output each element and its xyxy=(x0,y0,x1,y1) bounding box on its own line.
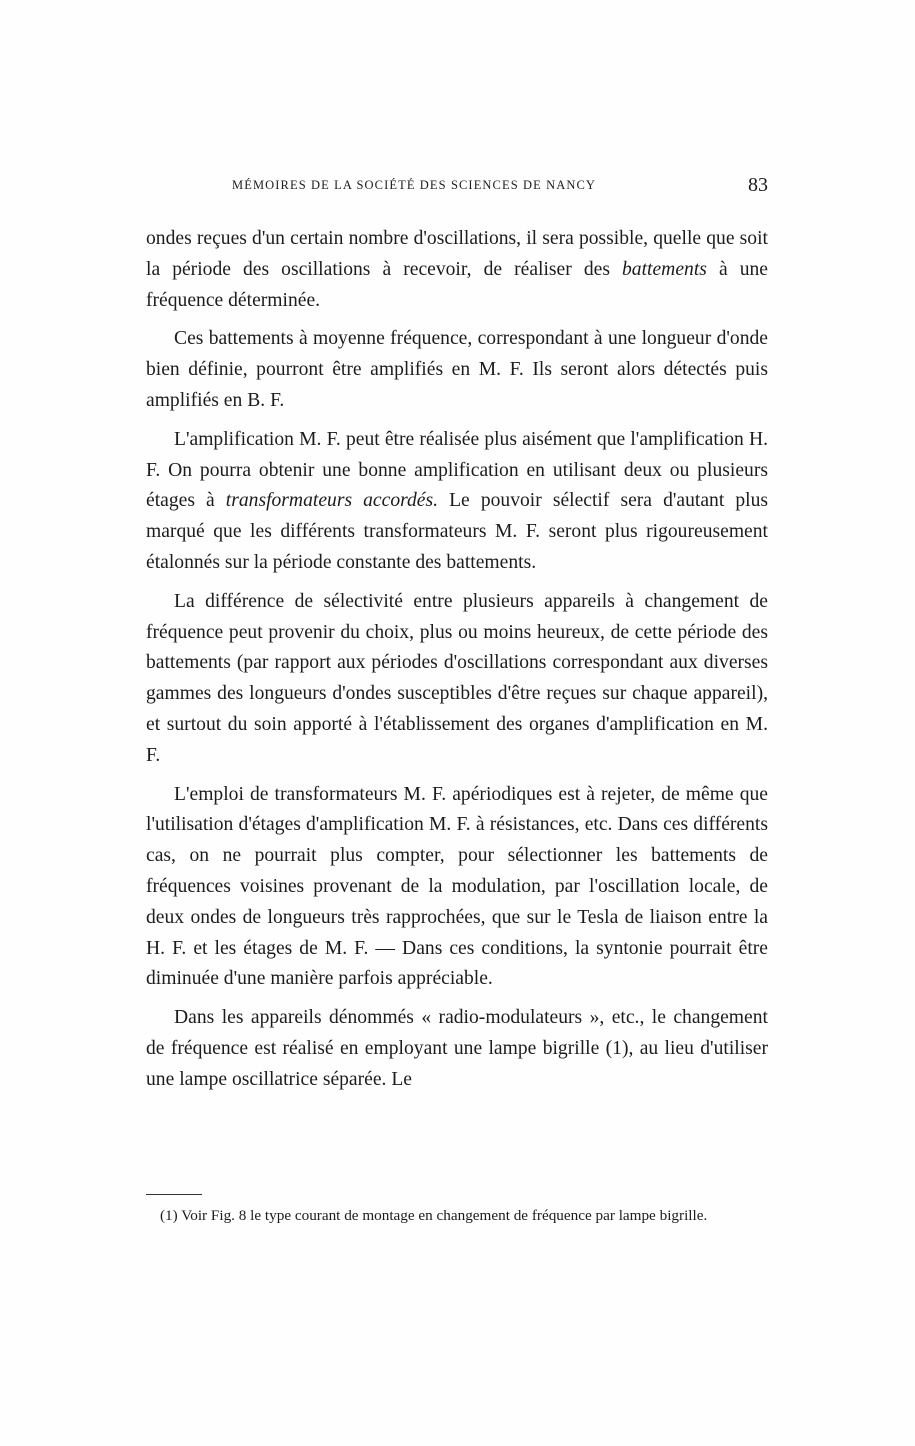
page-number: 83 xyxy=(748,174,768,196)
paragraph-5: L'emploi de transformateurs M. F. apériodiques est à rejeter, de même que l'utilisation d'étages d'amplification M. F. à résistances, etc. Dans ces différents cas, on ne pourrait plus compter, pour sélectionner les battements de fréquences voisines provenant de la modulation, par l'oscillation locale, de deux ondes de longueurs très rapprochées, que sur le Tesla de liaison entre la H. F. et les étages de M. F. — Dans ces conditions, la syntonie pourrait être diminuée d'une manière parfois appréciable. xyxy=(146,783,768,990)
paragraph-3-italic: transformateurs accordés. xyxy=(225,490,439,512)
body-text xyxy=(146,224,768,1104)
paragraph-6: Dans les appareils dénommés « radio-modulateurs », etc., le changement de fréquence est réalisé en employant une lampe bigrille (1), au lieu d'utiliser une lampe oscillatrice séparée. Le xyxy=(146,1007,768,1090)
paragraph-3 xyxy=(146,425,768,579)
footnote: (1) Voir Fig. 8 le type courant de montage en changement de fréquence par lampe bigrille. xyxy=(160,1207,708,1224)
paragraph-2: Ces battements à moyenne fréquence, correspondant à une longueur d'onde bien définie, pourront être amplifiés en M. F. Ils seront alors détectés puis amplifiés en B. F. xyxy=(146,328,768,411)
paragraph-1-italic: battements xyxy=(622,258,707,280)
paragraph-1-text-a: ondes reçues d'un certain nombre d'oscillations, il sera possible, quelle que soit la période des oscillations à recevoir, de réaliser des xyxy=(146,228,768,280)
running-head-title: MÉMOIRES DE LA SOCIÉTÉ DES SCIENCES DE NANCY xyxy=(232,178,597,192)
footnote-rule xyxy=(146,1194,202,1195)
paragraph-3-text-a: L'amplification M. F. peut être réalisée plus aisément que l'amplification H. F. On pourra obtenir une bonne amplification en utilisant deux ou plusieurs étages à xyxy=(146,428,768,512)
paragraph-1-text-b: à une fréquence déterminée. xyxy=(146,258,768,311)
paragraph-3-text-b: Le pouvoir sélectif sera d'autant plus marqué que les différents transformateurs M. F. seront plus rigoureusement étalonnés sur la période constante des battements. xyxy=(146,490,768,573)
paragraph-4: La différence de sélectivité entre plusieurs appareils à changement de fréquence peut provenir du choix, plus ou moins heureux, de cette période des battements (par rapport aux périodes d'oscillations correspondant aux diverses gammes des longueurs d'ondes susceptibles d'être reçues sur chaque appareil), et surtout du soin apporté à l'établissement des organes d'amplification en M. F. xyxy=(146,590,768,766)
paragraph-1 xyxy=(146,224,768,316)
running-head xyxy=(146,174,768,198)
